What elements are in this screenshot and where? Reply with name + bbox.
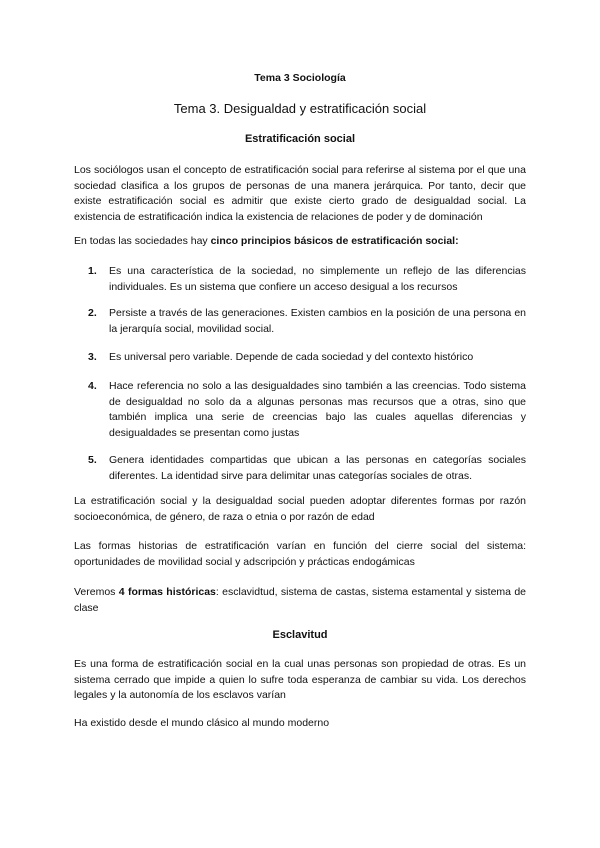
veremos-text: Veremos <box>74 586 119 598</box>
list-item-number: 3. <box>88 351 97 363</box>
list-item-text: Persiste a través de las generaciones. Existen cambios en la posición de una persona en la jerarquía social, movilidad social. <box>109 307 526 335</box>
veremos-bold: 4 formas históricas <box>118 586 216 598</box>
list-item-number: 5. <box>88 454 97 466</box>
intro-paragraph: Los sociólogos usan el concepto de estratificación social para referirse al sistema por el que una sociedad clasifica a los grupos de personas de una manera jerárquica. Por tanto, decir que existe estratificación social es admitir que existe cierto grado de desigualdad social. La existencia de estratificación indica la existencia de relaciones de poder y de dominación <box>74 164 526 223</box>
running-header: Tema 3 Sociología <box>254 72 346 84</box>
veremos-paragraph <box>74 585 526 616</box>
list-item-text: Es universal pero variable. Depende de cada sociedad y del contexto histórico <box>109 351 474 363</box>
forms-paragraph: La estratificación social y la desigualdad social pueden adoptar diferentes formas por razón socioeconómica, de género, de raza o etnia o por razón de edad <box>74 495 526 523</box>
list-item-text: Es una característica de la sociedad, no simplemente un reflejo de las diferencias individuales. Es un sistema que confiere un acceso desigual a los recursos <box>109 265 526 293</box>
list-item-text: Genera identidades compartidas que ubican a las personas en categorías sociales diferentes. La identidad sirve para delimitar unas categorías sociales de otras. <box>109 454 526 482</box>
list-item-text: Hace referencia no solo a las desigualdades sino también a las creencias. Todo sistema de desigualdad no solo da a algunas personas mas recursos que a otras, sino que también implica una serie de creencias bajo las cuales aquellas diferencias y desigualdades se presentan como justas <box>109 380 526 439</box>
principles-lead-bold: cinco principios básicos de estratificación social: <box>210 235 459 247</box>
document-title: Tema 3. Desigualdad y estratificación social <box>173 101 427 116</box>
list-item-number: 2. <box>88 307 97 319</box>
veremos-rest: : esclavidtud, sistema de castas, sistema estamental y sistema de clase <box>74 586 527 614</box>
principles-lead-text: En todas las sociedades hay <box>74 235 211 247</box>
esclavitud-paragraph: Es una forma de estratificación social en la cual unas personas son propiedad de otras. Es un sistema cerrado que impide a quien lo sufre toda esperanza de cambiar su vida. Los derechos legales y la autonomía de los esclavos varían <box>74 658 526 701</box>
section-heading-esclavitud: Esclavitud <box>272 629 328 641</box>
principles-lead-paragraph <box>74 234 526 250</box>
section-heading-estratificacion: Estratificación social <box>244 133 356 145</box>
esclavitud-history-paragraph: Ha existido desde el mundo clásico al mundo moderno <box>74 717 330 729</box>
list-item-number: 1. <box>88 265 97 277</box>
historic-forms-paragraph: Las formas historias de estratificación varían en función del cierre social del sistema: oportunidades de movilidad social y adscripción y prácticas endogámicas <box>74 540 526 568</box>
list-item-number: 4. <box>88 380 97 392</box>
